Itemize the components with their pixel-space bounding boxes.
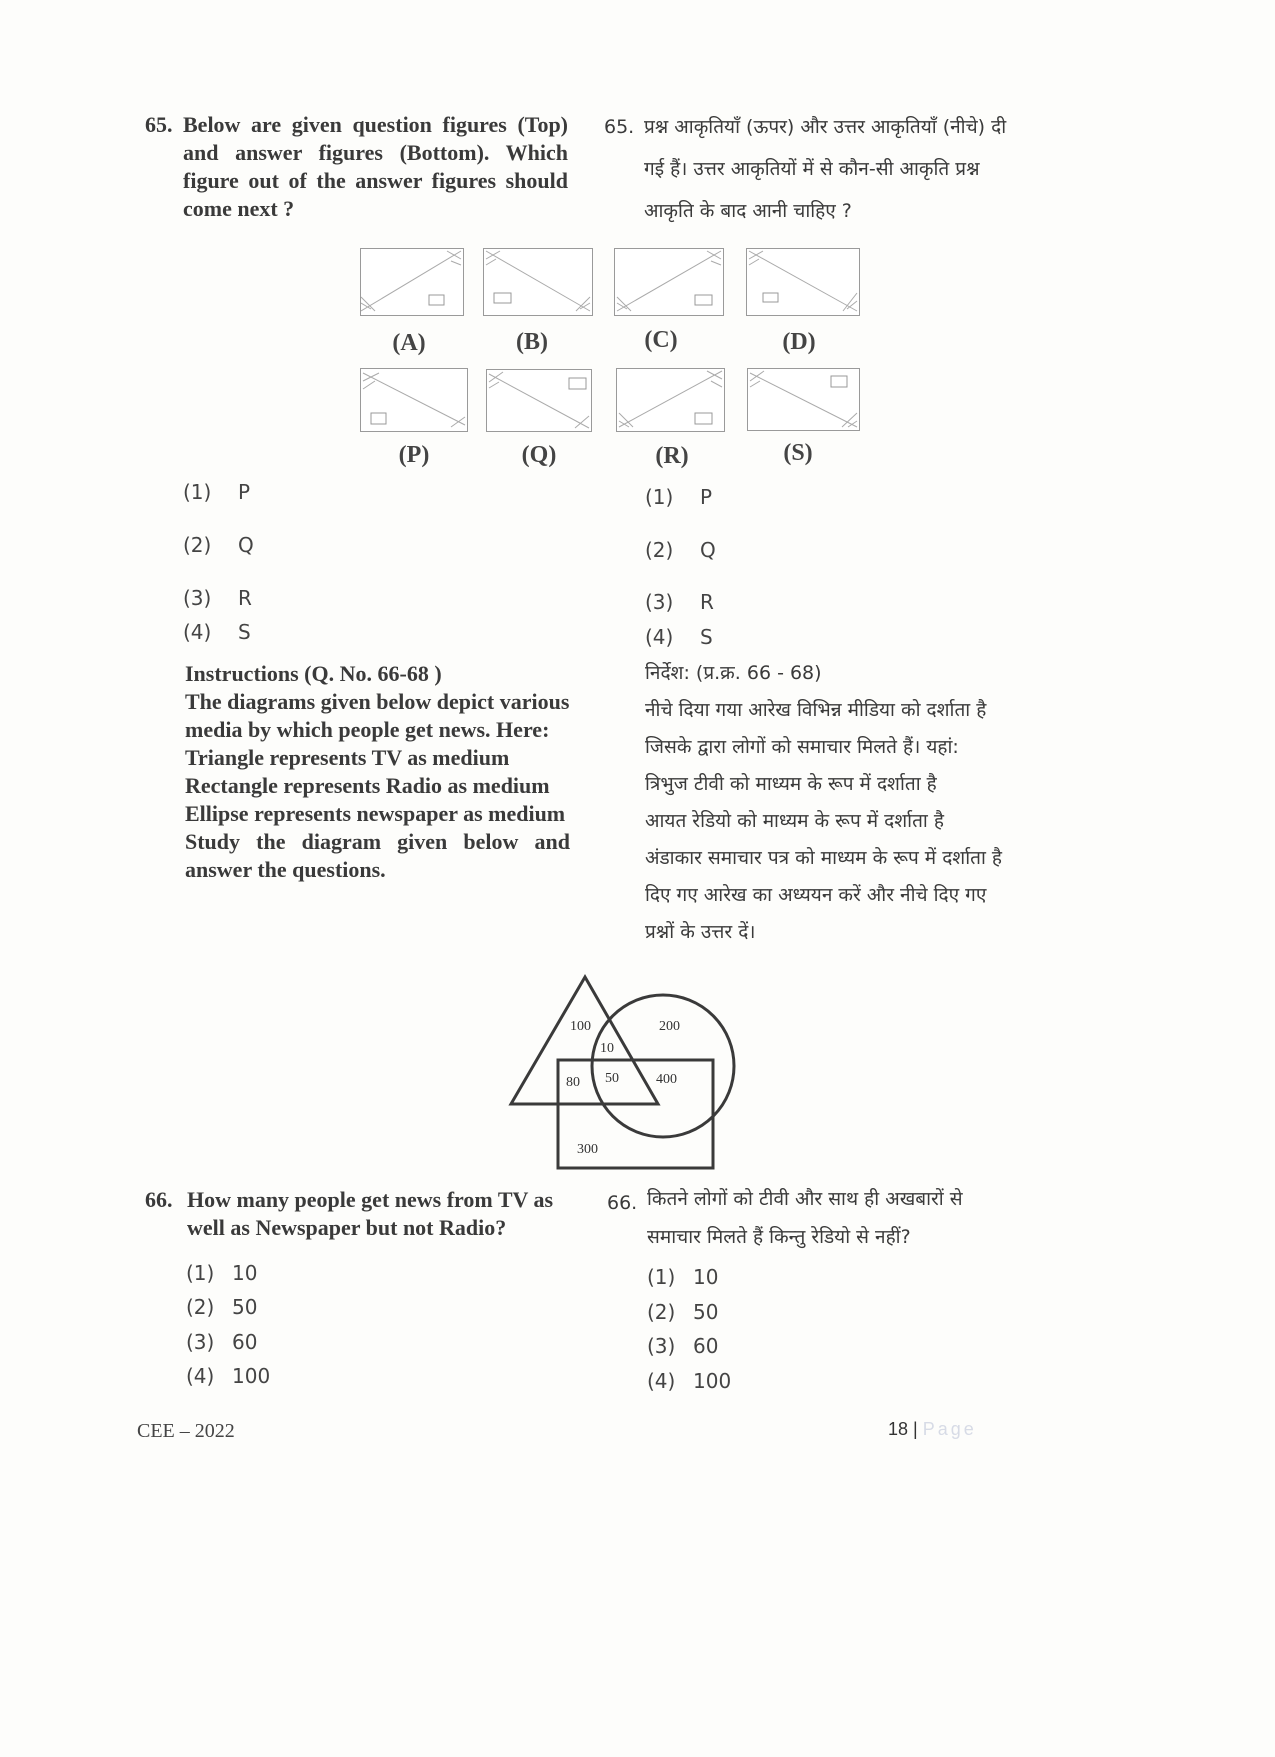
figure-label-r: (R) [655, 443, 689, 469]
instructions-line-hi: नीचे दिया गया आरेख विभिन्न मीडिया को दर्शाता है [645, 699, 987, 721]
q65-hi-line: आकृति के बाद आनी चाहिए ? [644, 200, 852, 222]
q66-option-hi[interactable]: (3) 60 [647, 1334, 719, 1358]
figure-label-b: (B) [516, 329, 548, 355]
answer-figure-q [486, 369, 592, 432]
figure-label-c: (C) [644, 327, 678, 353]
venn-diagram [505, 970, 745, 1176]
q65-option-en[interactable]: (1) P [183, 480, 251, 504]
q65-hi-line: गई हैं। उत्तर आकृतियों में से कौन-सी आकृति प्रश्न [644, 158, 980, 180]
figure-label-q: (Q) [521, 442, 557, 468]
venn-radio-only: 300 [577, 1142, 598, 1157]
question-figure-d [746, 248, 860, 316]
instructions-line-hi: दिए गए आरेख का अध्ययन करें और नीचे दिए गए [645, 884, 987, 906]
instructions-line-hi: जिसके द्वारा लोगों को समाचार मिलते हैं। यहां: [645, 736, 959, 758]
figure-label-d: (D) [782, 329, 816, 355]
q66-option-hi[interactable]: (2) 50 [647, 1300, 719, 1324]
venn-tv-newspaper: 10 [600, 1041, 614, 1056]
question-figure-b [483, 248, 593, 316]
instructions-line-en: The diagrams given below depict various [185, 689, 570, 714]
instructions-line-en: Triangle represents TV as medium [185, 745, 510, 770]
figure-label-s: (S) [783, 440, 813, 466]
instructions-line-en: Rectangle represents Radio as medium [185, 773, 550, 798]
q66-hi-line: समाचार मिलते हैं किन्तु रेडियो से नहीं? [647, 1226, 911, 1248]
q66-number-hi: 66. [607, 1192, 638, 1214]
q65-number-en: 65. [145, 112, 173, 137]
instructions-line-hi: प्रश्नों के उत्तर दें। [645, 921, 756, 943]
venn-tv-only: 100 [570, 1019, 591, 1034]
q66-en-line: How many people get news from TV as [187, 1187, 554, 1212]
instructions-en [185, 660, 570, 884]
figure-label-a: (A) [392, 330, 426, 356]
answer-figure-p [360, 368, 468, 432]
q65-option-en[interactable]: (2) Q [183, 533, 254, 557]
q65-option-hi[interactable]: (1) P [645, 485, 713, 509]
instructions-line-en: Ellipse represents newspaper as medium [185, 801, 566, 826]
answer-figure-r [616, 368, 725, 432]
q65-text-hi [644, 106, 1064, 232]
instructions-line-hi: त्रिभुज टीवी को माध्यम के रूप में दर्शाता है [645, 773, 937, 795]
q65-option-hi[interactable]: (4) S [645, 625, 713, 649]
instructions-line-en: answer the questions. [185, 857, 386, 882]
venn-newspaper-only: 200 [659, 1019, 680, 1034]
q65-option-en[interactable]: (4) S [183, 620, 251, 644]
q66-number-en: 66. [145, 1187, 173, 1212]
q65-hi-line: प्रश्न आकृतियाँ (ऊपर) और उत्तर आकृतियाँ (नीचे) दी [644, 116, 1007, 138]
venn-radio-newspaper: 400 [656, 1072, 677, 1087]
q66-option-en[interactable]: (4) 100 [186, 1364, 271, 1388]
instructions-title-en: Instructions (Q. No. 66-68 ) [185, 661, 442, 686]
q65-text-en: Below are given question figures (Top) and answer figures (Bottom). Which figure out of the answer figures should come next ? [183, 112, 568, 221]
instructions-line-hi: अंडाकार समाचार पत्र को माध्यम के रूप में दर्शाता है [645, 847, 1003, 869]
tv-triangle [511, 977, 658, 1104]
q65-option-hi[interactable]: (2) Q [645, 538, 716, 562]
q66-text-hi [647, 1180, 1047, 1256]
q66-option-hi[interactable]: (1) 10 [647, 1265, 719, 1289]
instructions-hi [645, 655, 1045, 951]
q65-option-en[interactable]: (3) R [183, 586, 252, 610]
footer-separator: | [913, 1419, 918, 1439]
venn-all-three: 50 [605, 1071, 619, 1086]
q66-option-en[interactable]: (3) 60 [186, 1330, 258, 1354]
q66-option-hi[interactable]: (4) 100 [647, 1369, 732, 1393]
instructions-line-en: media by which people get news. Here: [185, 717, 550, 742]
footer-page [888, 1419, 977, 1440]
q66-text-en [187, 1186, 577, 1242]
question-figure-c [614, 248, 724, 316]
q66-option-en[interactable]: (2) 50 [186, 1295, 258, 1319]
q65-option-hi[interactable]: (3) R [645, 590, 714, 614]
footer-page-word: Page [922, 1419, 977, 1439]
answer-figure-s [747, 368, 860, 431]
q65-number-hi: 65. [604, 116, 635, 138]
question-figure-a [360, 248, 464, 316]
instructions-title-hi: निर्देश: (प्र.क्र. 66 - 68) [645, 662, 822, 684]
q66-hi-line: कितने लोगों को टीवी और साथ ही अखबारों से [647, 1188, 963, 1210]
instructions-line-en: Study the diagram given below and [185, 829, 570, 854]
q66-option-en[interactable]: (1) 10 [186, 1261, 258, 1285]
instructions-line-hi: आयत रेडियो को माध्यम के रूप में दर्शाता है [645, 810, 944, 832]
footer-page-number: 18 [888, 1419, 909, 1439]
figure-label-p: (P) [398, 442, 430, 468]
q66-en-line: well as Newspaper but not Radio? [187, 1215, 507, 1240]
footer-exam: CEE – 2022 [137, 1420, 235, 1442]
venn-tv-radio: 80 [566, 1075, 580, 1090]
